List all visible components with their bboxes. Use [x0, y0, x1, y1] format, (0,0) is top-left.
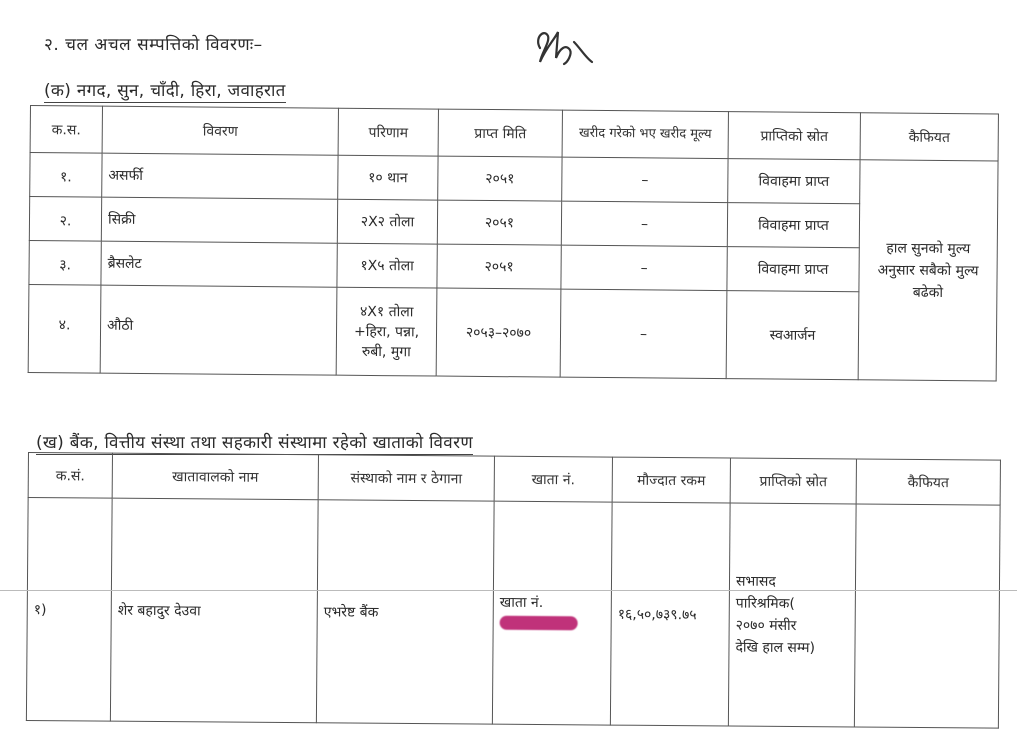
remarks-cell	[854, 504, 1000, 728]
source-line: देखि हाल सम्म)	[735, 639, 815, 657]
column-header: प्राप्तिको स्रोत	[728, 112, 860, 160]
account-number	[492, 501, 612, 725]
income-source	[728, 503, 856, 727]
account-holder-name: शेर बहादुर देउवा	[110, 498, 318, 723]
remarks-cell	[858, 160, 998, 381]
serial-number: २.	[29, 197, 101, 242]
remark-line: अनुसार सबैको मुल्य	[877, 261, 979, 279]
purchase-price: –	[562, 157, 728, 202]
account-number-label: खाता नं.	[499, 594, 544, 611]
table-header-row	[28, 453, 1000, 506]
acquired-date: २०५१	[438, 156, 562, 201]
income-source: विवाहमा प्राप्त	[728, 159, 860, 204]
quantity-line: रुबी, मुगा	[361, 343, 411, 360]
source-line: २०७० मंसीर	[735, 617, 797, 635]
item-quantity: १० थान	[338, 155, 438, 200]
scan-artifact-line	[0, 590, 1017, 591]
table-header-row	[30, 106, 998, 161]
column-header: प्राप्त मिति	[438, 109, 562, 157]
serial-number: ३.	[29, 240, 101, 285]
income-source: विवाहमा प्राप्त	[727, 203, 859, 248]
item-quantity	[336, 287, 437, 376]
source-line: सभासद	[735, 573, 776, 590]
quantity-line: +हिरा, पन्ना,	[353, 323, 420, 340]
source-line: पारिश्रमिक(	[735, 595, 795, 613]
column-header: विवरण	[102, 106, 338, 155]
cash-gold-jewelry-table	[28, 105, 999, 381]
column-header: संस्थाको नाम र ठेगाना	[318, 455, 494, 501]
purchase-price: –	[561, 245, 727, 290]
quantity-line: ४X१ तोला	[359, 303, 414, 320]
column-header: खाता नं.	[494, 456, 612, 502]
income-source: विवाहमा प्राप्त	[727, 247, 859, 292]
purchase-price: –	[561, 201, 727, 246]
item-description: ब्रैसलेट	[101, 241, 337, 287]
column-header: क.सं.	[28, 453, 112, 499]
table-row	[28, 284, 997, 380]
acquired-date: २०५१	[437, 200, 561, 245]
serial-number: ४.	[28, 284, 101, 373]
column-header: क.स.	[30, 106, 102, 154]
remark-line: बढेको	[912, 284, 944, 301]
acquired-date: २०५३–२०७०	[436, 288, 561, 377]
column-header: खरीद गरेको भए खरीद मूल्य	[562, 110, 728, 158]
item-description: औठी	[100, 285, 337, 375]
acquired-date: २०५१	[437, 244, 561, 289]
purchase-price: –	[560, 289, 727, 378]
item-description: सिक्री	[101, 197, 337, 243]
remark-line: हाल सुनको मुल्य	[886, 239, 971, 257]
column-header: खातावालको नाम	[112, 453, 318, 500]
item-quantity: २X२ तोला	[337, 199, 437, 244]
item-description: असर्फी	[102, 153, 338, 199]
part-a-title: (क) नगद, सुन, चाँदी, हिरा, जवाहरात	[44, 78, 286, 103]
table-row	[26, 498, 1000, 729]
redaction-mark	[500, 615, 578, 630]
income-source: स्वआर्जन	[726, 291, 859, 380]
institution-name: एभरेष्ट बैंक	[316, 500, 494, 724]
column-header: मौज्दात रकम	[612, 457, 730, 503]
part-b-title: (ख) बैंक, वित्तीय संस्था तथा सहकारी संस्थामा रहेको खाताको विवरण	[36, 430, 473, 455]
section-heading: २. चल अचल सम्पत्तिको विवरणः–	[44, 35, 263, 55]
column-header: प्राप्तिको स्रोत	[730, 458, 856, 504]
handwritten-signature	[530, 18, 610, 78]
column-header: कैफियत	[856, 459, 1000, 505]
column-header: परिणाम	[338, 108, 438, 156]
serial-number: १.	[30, 153, 102, 198]
column-header: कैफियत	[860, 113, 998, 161]
item-quantity: १X५ तोला	[337, 243, 437, 288]
balance-amount: १६,५०,७३९.७५	[610, 502, 730, 726]
serial-number: १)	[26, 498, 112, 722]
